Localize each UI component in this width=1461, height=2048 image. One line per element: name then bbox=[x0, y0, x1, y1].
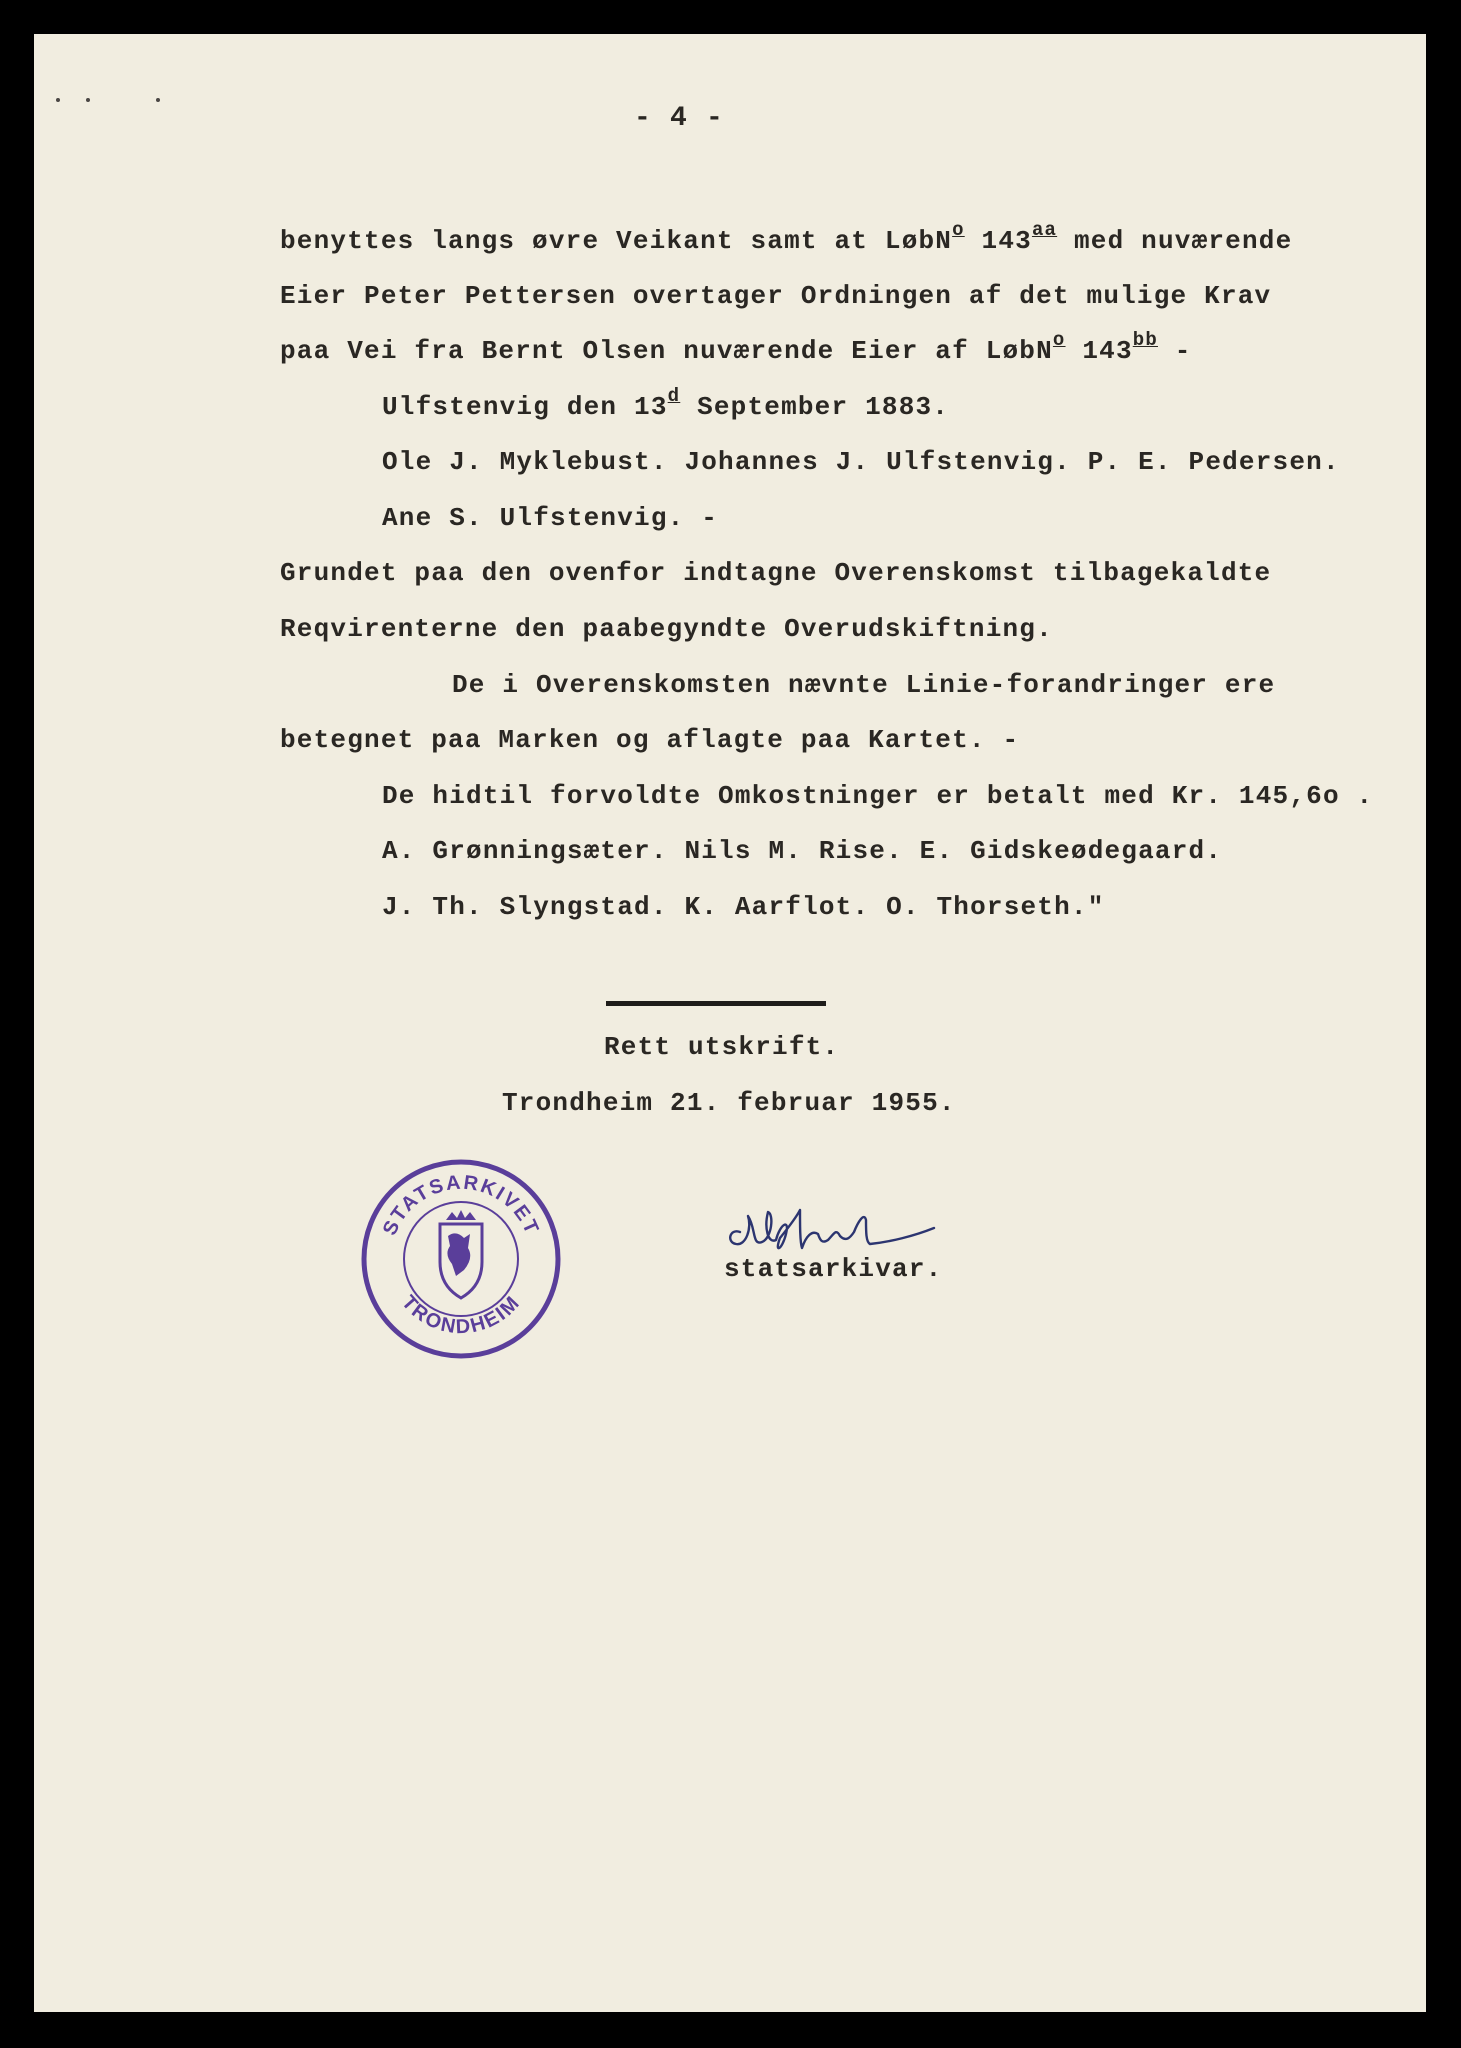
svg-text:STATSARKIVET: STATSARKIVET bbox=[378, 1171, 544, 1239]
body-line-10: betegnet paa Marken og aflagte paa Kartet. - bbox=[280, 725, 1020, 755]
certification-line-1: Rett utskrift. bbox=[604, 1032, 840, 1062]
scan-speck bbox=[86, 98, 90, 102]
scan-speck bbox=[156, 98, 160, 102]
body-line-3: paa Vei fra Bernt Olsen nuværende Eier af LøbN$^o$ $143^{bb}$ - bbox=[280, 329, 1192, 366]
page-number: - 4 - bbox=[634, 103, 725, 134]
body-line-4: Ulfstenvig den 13$^d$ September 1883. bbox=[382, 385, 950, 422]
body-line-8: Reqvirenterne den paabegyndte Overudskiftning. bbox=[280, 614, 1053, 644]
signature-title: statsarkivar. bbox=[724, 1254, 943, 1284]
body-line-1: benyttes langs øvre Veikant samt at LøbN$^o$ $143^{aa}$ med nuværende bbox=[280, 219, 1293, 256]
scan-speck bbox=[56, 98, 60, 102]
body-line-12: A. Grønningsæter. Nils M. Rise. E. Gidskeødegaard. bbox=[382, 836, 1223, 866]
body-line-5: Ole J. Myklebust. Johannes J. Ulfstenvig. P. E. Pedersen. bbox=[382, 447, 1340, 477]
certification-line-2: Trondheim 21. februar 1955. bbox=[502, 1088, 956, 1118]
separator-rule bbox=[606, 1001, 826, 1006]
body-line-6: Ane S. Ulfstenvig. - bbox=[382, 503, 719, 533]
svg-text:TRONDHEIM: TRONDHEIM bbox=[397, 1291, 525, 1339]
document-page bbox=[34, 34, 1426, 2012]
body-line-2: Eier Peter Pettersen overtager Ordningen af det mulige Krav bbox=[280, 281, 1272, 311]
body-line-11: De hidtil forvoldte Omkostninger er betalt med Kr. 145,6o . bbox=[382, 781, 1374, 811]
archive-stamp-seal bbox=[360, 1158, 562, 1360]
coat-of-arms-icon bbox=[440, 1210, 482, 1298]
body-line-9: De i Overenskomsten nævnte Linie-forandringer ere bbox=[452, 670, 1276, 700]
body-line-13: J. Th. Slyngstad. K. Aarflot. O. Thorseth." bbox=[382, 892, 1105, 922]
body-line-7: Grundet paa den ovenfor indtagne Overenskomst tilbagekaldte bbox=[280, 558, 1272, 588]
